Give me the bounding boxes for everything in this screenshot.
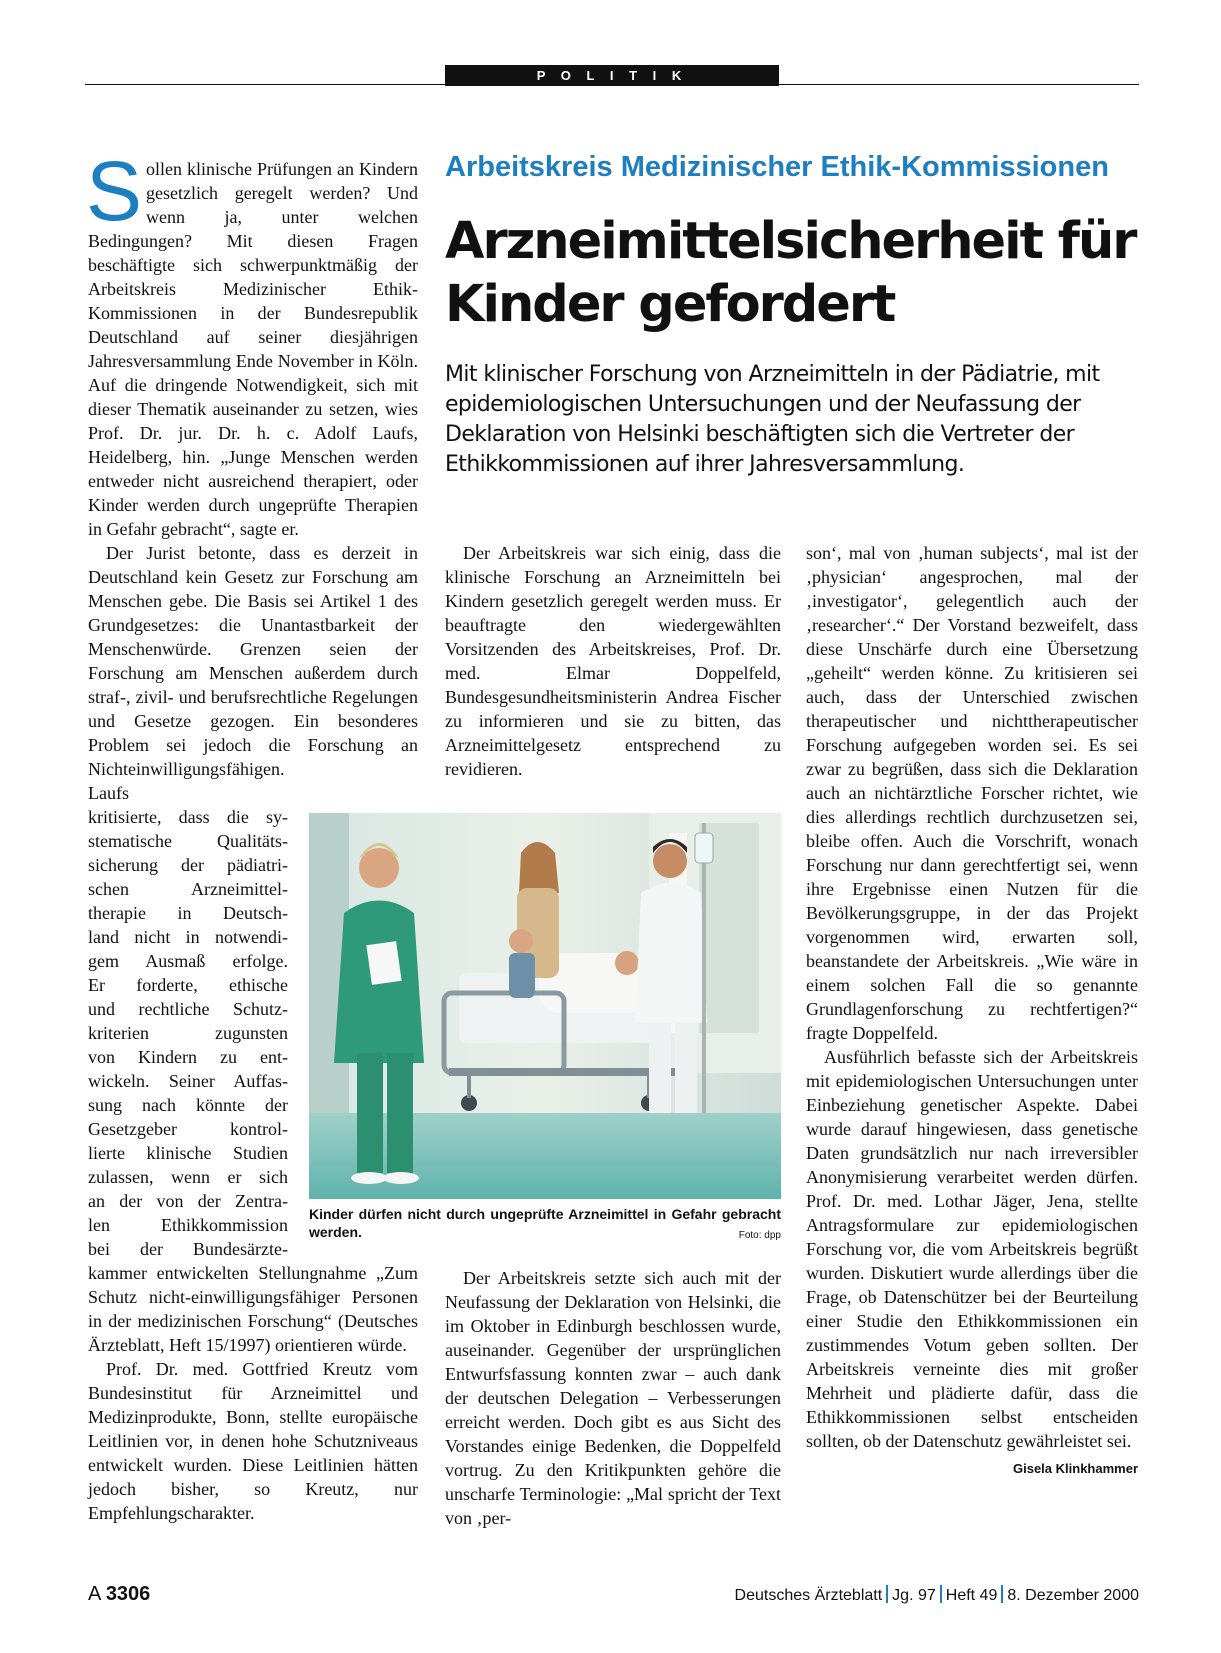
column-3 bbox=[806, 541, 1138, 1481]
narrow-line: sicherung der pädiatri- bbox=[88, 855, 288, 875]
article-kicker: Arbeitskreis Medizinischer Ethik-Kommissionen bbox=[445, 151, 1109, 183]
footer-separator bbox=[886, 1585, 888, 1603]
hospital-scene-image bbox=[309, 813, 781, 1199]
col1-p1-text: ollen klinische Prüfungen an Kindern gesetzlich geregelt werden? Und wenn ja, unter welchen Bedingungen? Mit diesen Fragen beschäftigte sich schwerpunktmäßig der Arbeitskreis Medizinischer Ethik-Kommissionen in der Bundesrepublik Deutschland auf seiner diesjährigen Jahresversammlung Ende November in Köln. Auf die dringende Notwendigkeit, sich mit dieser Thematik auseinander zu setzen, wies Prof. Dr. jur. Dr. h. c. Adolf Laufs, Heidelberg, hin. „Junge Menschen werden entweder nicht ausreichend therapiert, oder Kinder werden durch ungeprüfte Therapien in Gefahr gebracht“, sagte er. bbox=[88, 159, 418, 539]
col3-p2-text: Ausführlich befasste sich der Arbeitskreis mit epidemiologischen Untersuchungen unter Einbeziehung genetischer Aspekte. Dabei wurde darauf hingewiesen, dass genetische Daten grundsätzlich nur nach irreversibler Anonymisierung verarbeitet werden dürfen. Prof. Dr. med. Lothar Jäger, Jena, stellte Antragsformulare zur epidemiologischen Forschung vor, die vom Arbeitskreis begrüßt wurden. Diskutiert wurde allerdings über die Frage, ob Datenschützer bei der Beurteilung einer Studie den Ethikkommissionen ein zustimmendes Votum geben sollten. Der Arbeitskreis verneinte dies mit großer Mehrheit und plädierte dafür, dass die Ethikkommissionen selbst entscheiden sollten, ob der Datenschutz gewährleistet sei. bbox=[806, 1047, 1138, 1451]
col1-p3-text: Prof. Dr. med. Gottfried Kreutz vom Bundesinstitut für Arzneimittel und Medizinprodukte, Bonn, stellte europäische Leitlinien vor, in denen hohe Schutzniveaus entwickelt wurden. Diese Leitlinien hätten jedoch bisher, so Kreutz, nur Empfehlungscharakter. bbox=[88, 1359, 418, 1523]
page-number bbox=[88, 1583, 150, 1606]
narrow-line: und rechtliche Schutz- bbox=[88, 999, 288, 1019]
drop-cap: S bbox=[86, 144, 143, 238]
photo-caption bbox=[309, 1205, 781, 1245]
narrow-line: an der von der Zentra- bbox=[88, 1191, 288, 1211]
col2-paragraph-1 bbox=[445, 541, 781, 781]
footer-separator bbox=[1001, 1585, 1003, 1603]
narrow-line: Er forderte, ethische bbox=[88, 975, 288, 995]
section-label: P O L I T I K bbox=[445, 65, 779, 86]
journal-footer bbox=[735, 1585, 1139, 1605]
col2-p2-text: Der Arbeitskreis setzte sich auch mit der Neufassung der Deklaration von Helsinki, die im Oktober in Edinburgh beschlossen wurde, auseinander. Gegenüber der ursprünglichen Entwurfsfassung konnten zwar – auch dank der deutschen Delegation – Verbesserungen erreicht werden. Doch gibt es aus Sicht des Vorstandes einige Bedenken, die Doppelfeld vortrug. Zu den Kritikpunkten gehöre die unscharfe Terminologie: „Mal spricht der Text von ‚per- bbox=[445, 1268, 781, 1528]
narrow-line: gem Ausmaß erfolge. bbox=[88, 951, 288, 971]
col3-paragraph-2 bbox=[806, 1045, 1138, 1476]
narrow-line: therapie in Deutsch- bbox=[88, 903, 288, 923]
footer-separator bbox=[940, 1585, 942, 1603]
col1-narrow-block bbox=[88, 781, 288, 1261]
narrow-line: wickeln. Seiner Auffas- bbox=[88, 1071, 288, 1091]
col1-paragraph-2 bbox=[88, 541, 418, 781]
narrow-line: kritisierte, dass die sy- bbox=[88, 807, 288, 827]
page-prefix: A bbox=[88, 1583, 101, 1605]
narrow-line: len Ethikkommission bbox=[88, 1215, 288, 1235]
page-number-value: 3306 bbox=[105, 1583, 151, 1605]
narrow-line: Gesetzgeber kontrol- bbox=[88, 1119, 288, 1139]
narrow-line: Laufs bbox=[88, 783, 129, 803]
narrow-line: land nicht in notwendi- bbox=[88, 927, 288, 947]
col1-p2-end-text: kammer entwickelten Stellungnahme „Zum Schutz nicht-einwilligungsfähiger Personen in der medizinischen Forschung“ (Deutsches Ärzteblatt, Heft 15/1997) orientieren würde. bbox=[88, 1263, 418, 1355]
narrow-line: sung nach könnte der bbox=[88, 1095, 288, 1115]
journal-name: Deutsches Ärzteblatt bbox=[734, 1587, 883, 1604]
article-headline: Arzneimittelsicherheit für Kinder gefordert bbox=[445, 212, 1136, 334]
col1-paragraph-3 bbox=[88, 1357, 418, 1525]
column-2-bottom bbox=[445, 1266, 781, 1530]
photo-credit: Foto: dpp bbox=[738, 1230, 781, 1241]
article-photo bbox=[309, 813, 781, 1199]
journal-date: 8. Dezember 2000 bbox=[1007, 1587, 1139, 1604]
col1-paragraph-1 bbox=[86, 144, 418, 541]
col2-paragraph-2 bbox=[445, 1266, 781, 1530]
narrow-line: zulassen, wenn er sich bbox=[88, 1167, 288, 1187]
col2-p1-text: Der Arbeitskreis war sich einig, dass die klinische Forschung an Arzneimitteln bei Kindern gesetzlich geregelt werden muss. Er beauftragte den wiedergewählten Vorsitzenden des Arbeitskreises, Prof. Dr. med. Elmar Doppelfeld, Bundesgesundheitsministerin Andrea Fischer zu informieren und sie zu bitten, das Arzneimittelgesetz entsprechend zu revidieren. bbox=[445, 543, 781, 779]
narrow-line: von Kindern zu ent- bbox=[88, 1047, 288, 1067]
caption-text: Kinder dürfen nicht durch ungeprüfte Arzneimittel in Gefahr gebracht werden. bbox=[309, 1206, 781, 1240]
article-lead: Mit klinischer Forschung von Arzneimitteln in der Pädiatrie, mit epidemiologischen Untersuchungen und der Neufassung der Deklaration von Helsinki beschäftigten sich die Vertreter der Ethikkommissionen auf ihrer Jahresversammlung. bbox=[445, 362, 1100, 477]
journal-issue: Heft 49 bbox=[945, 1587, 998, 1604]
col3-paragraph-1 bbox=[806, 541, 1138, 1045]
journal-volume: Jg. 97 bbox=[892, 1587, 936, 1604]
col3-p1-text: son‘, mal von ‚human subjects‘, mal ist der ‚physician‘ angesprochen, mal der ‚investigator‘, gelegentlich auch der ‚researcher‘.“ Der Vorstand bezweifelt, dass diese Unschärfe durch eine Übersetzung „geheilt“ werden könne. Zu kritisieren sei auch, dass der Unterschied zwischen therapeutischer und nichttherapeutischer Forschung aufgegeben worden sei. Es sei zwar zu begrüßen, dass sich die Deklaration auch an nichtärztliche Forscher richtet, wie dies allerdings rechtlich durchzusetzen sei, bleibe offen. Auch die Vorschrift, wonach Forschung nur dann gerechtfertigt sei, wenn ihre Ergebnisse einen Nutzen für die Bevölkerungsgruppe, in der das Projekt vorgenommen wird, erwarten soll, beanstandete der Arbeitskreis. „Wie wäre in einem solchen Fall die so genannte Grundlagenforschung zu rechtfertigen?“ fragte Doppelfeld. bbox=[806, 543, 1138, 1043]
author-name: Gisela Klinkhammer bbox=[1013, 1461, 1138, 1476]
col1-paragraph-2-end bbox=[88, 1261, 418, 1357]
narrow-line: lierte klinische Studien bbox=[88, 1143, 288, 1163]
narrow-line: stematische Qualitäts- bbox=[88, 831, 288, 851]
narrow-line: bei der Bundesärzte- bbox=[88, 1239, 288, 1259]
column-2-top bbox=[445, 541, 781, 781]
narrow-line: schen Arzneimittel- bbox=[88, 879, 288, 899]
narrow-line: kriterien zugunsten bbox=[88, 1023, 288, 1043]
col1-p2-text: Der Jurist betonte, dass es derzeit in Deutschland kein Gesetz zur Forschung am Menschen gebe. Die Basis sei Artikel 1 des Grundgesetzes: die Unantastbarkeit der Menschenwürde. Grenzen seien der Forschung am Menschen außerdem durch straf-, zivil- und berufsrechtliche Regelungen und Gesetze gezogen. Ein besonderes Problem sei jedoch die Forschung an Nichteinwilligungsfähigen. bbox=[88, 543, 418, 779]
